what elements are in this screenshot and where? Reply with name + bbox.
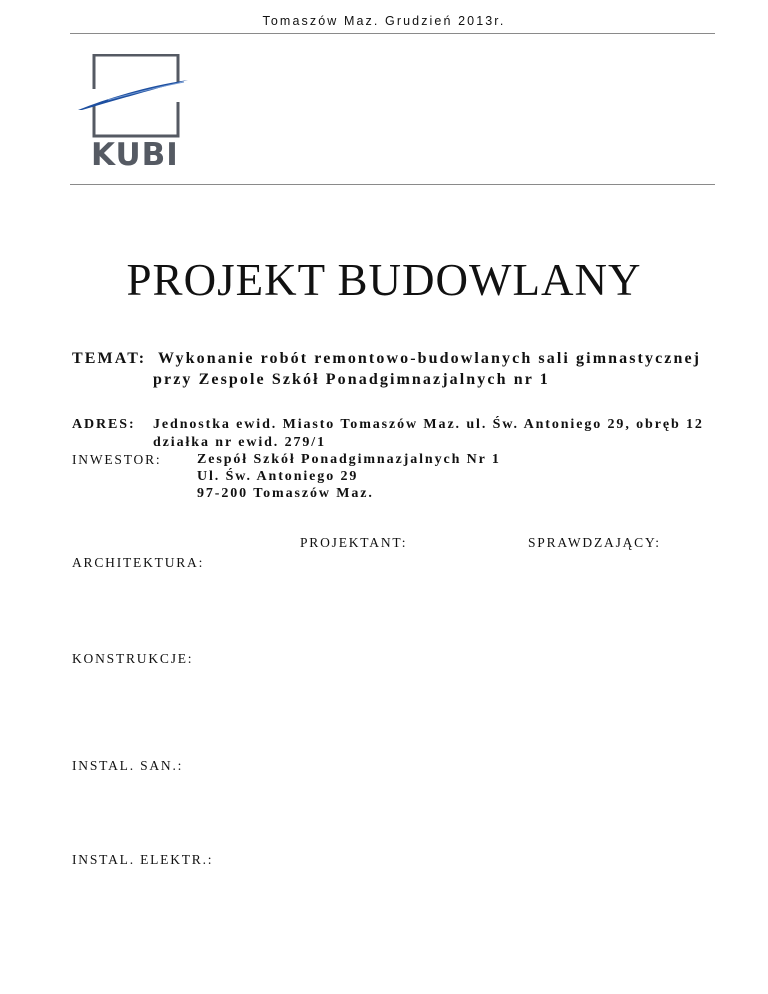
inwestor-line-3: 97-200 Tomaszów Maz. xyxy=(197,486,374,501)
logo-frame-top xyxy=(94,55,178,83)
inwestor-label: INWESTOR: xyxy=(72,452,162,467)
temat-label: TEMAT: xyxy=(72,350,147,367)
logo-text: KUBI xyxy=(91,137,179,169)
kubi-logo-graphic xyxy=(78,54,188,169)
architektura-label: ARCHITEKTURA: xyxy=(72,555,205,570)
instal-san-label: INSTAL. SAN.: xyxy=(72,758,184,773)
konstrukcje-label: KONSTRUKCJE: xyxy=(72,651,194,666)
logo-frame-bottom xyxy=(94,102,178,136)
instal-elektr-label: INSTAL. ELEKTR.: xyxy=(72,852,214,867)
inwestor-line-2: Ul. Św. Antoniego 29 xyxy=(197,469,359,484)
kubi-logo xyxy=(78,54,188,169)
logo-rule xyxy=(70,184,715,185)
inwestor-line-1: Zespół Szkół Ponadgimnazjalnych Nr 1 xyxy=(197,452,501,467)
adres-label: ADRES: xyxy=(72,417,136,432)
temat-line-1: Wykonanie robót remontowo-budowlanych sali gimnastycznej xyxy=(158,350,702,367)
adres-line-1: Jednostka ewid. Miasto Tomaszów Maz. ul. Św. Antoniego 29, obręb 12 xyxy=(153,417,704,432)
sprawdzajacy-header: SPRAWDZAJĄCY: xyxy=(528,535,661,550)
header-place-date: Tomaszów Maz. Grudzień 2013r. xyxy=(262,14,506,28)
projektant-header: PROJEKTANT: xyxy=(300,535,408,550)
page-title: PROJEKT BUDOWLANY xyxy=(126,255,642,305)
adres-line-2: działka nr ewid. 279/1 xyxy=(153,435,327,450)
temat-line-2: przy Zespole Szkół Ponadgimnazjalnych nr 1 xyxy=(153,371,550,388)
header-rule xyxy=(70,33,715,34)
